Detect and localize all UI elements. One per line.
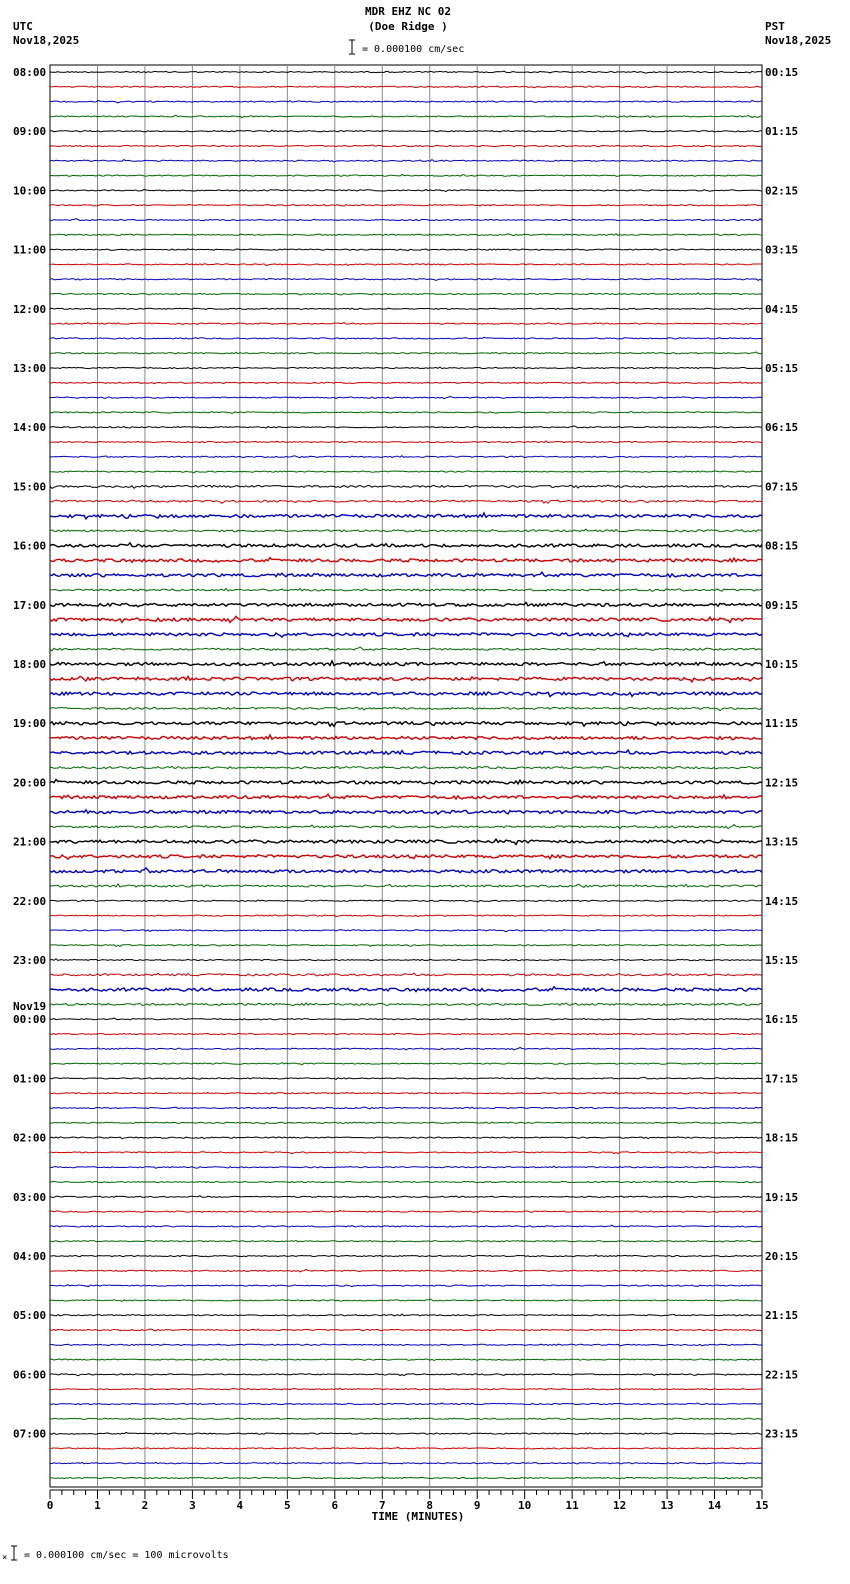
trace-line	[50, 1299, 762, 1301]
trace-line	[50, 1447, 762, 1449]
trace-line	[50, 500, 762, 503]
trace-line	[50, 1033, 762, 1035]
pst-time-label: 14:15	[765, 894, 799, 908]
footer-mark-icon: ×	[2, 1553, 8, 1563]
trace-line	[50, 323, 762, 325]
trace-line	[50, 572, 762, 577]
trace-line	[50, 543, 762, 547]
pst-time-label: 09:15	[765, 598, 799, 612]
trace-line	[50, 234, 762, 236]
trace-line	[50, 868, 762, 873]
pst-time-label: 06:15	[765, 421, 799, 435]
chart-footer	[2, 1546, 229, 1563]
pst-time-label: 20:15	[765, 1250, 799, 1263]
trace-line	[50, 1063, 762, 1065]
trace-line	[50, 1418, 762, 1420]
x-tick-label: 9	[473, 1499, 481, 1512]
utc-zone-label: UTC	[13, 20, 33, 33]
pst-time-label: 00:15	[765, 66, 799, 79]
x-tick-label: 13	[660, 1499, 674, 1512]
trace-line	[50, 825, 762, 829]
utc-time-label: 12:00	[13, 302, 47, 316]
x-tick-label: 2	[141, 1499, 149, 1512]
trace-line	[50, 692, 762, 697]
utc-time-label: 03:00	[13, 1190, 47, 1204]
trace-line	[50, 1432, 762, 1434]
trace-line	[50, 1018, 762, 1020]
trace-line	[50, 1344, 762, 1346]
trace-line	[50, 1077, 762, 1079]
pst-time-label: 12:15	[765, 776, 799, 790]
trace-line	[50, 471, 762, 473]
x-tick-label: 12	[612, 1499, 627, 1512]
pst-time-label: 01:15	[765, 125, 799, 139]
trace-line	[50, 647, 762, 651]
trace-line	[50, 707, 762, 711]
trace-line	[50, 219, 762, 221]
utc-time-label: 06:00	[13, 1368, 47, 1382]
trace-line	[50, 855, 762, 859]
trace-line	[50, 959, 762, 961]
trace-line	[50, 1107, 762, 1109]
trace-line	[50, 1225, 762, 1227]
trace-line	[50, 1477, 762, 1479]
trace-line	[50, 884, 762, 888]
trace-line	[50, 1122, 762, 1124]
pst-time-label: 10:15	[765, 658, 799, 671]
trace-line	[50, 441, 762, 443]
utc-date-label: Nov18,2025	[13, 34, 80, 47]
scale-label: = 0.000100 cm/sec	[362, 44, 465, 55]
x-tick-label: 3	[189, 1499, 196, 1512]
trace-line	[50, 839, 762, 844]
trace-line	[50, 945, 762, 947]
utc-time-label: 00:00	[13, 1013, 47, 1027]
utc-time-label: 05:00	[13, 1309, 47, 1323]
trace-line	[50, 485, 762, 488]
utc-time-label: 04:00	[13, 1250, 47, 1263]
pst-zone-label: PST	[765, 20, 785, 33]
pst-time-labels	[765, 66, 798, 1441]
trace-line	[50, 973, 762, 976]
footer-scale-note: = 0.000100 cm/sec = 100 microvolts	[24, 1550, 229, 1561]
plot-frame	[50, 65, 762, 1487]
trace-line	[50, 930, 762, 932]
pst-time-label: 07:15	[765, 480, 799, 494]
trace-line	[50, 1285, 762, 1287]
pst-time-label: 08:15	[765, 539, 799, 553]
utc-time-label: 15:00	[13, 480, 47, 494]
seismic-traces	[50, 71, 762, 1479]
trace-line	[50, 160, 762, 163]
trace-line	[50, 987, 762, 992]
trace-line	[50, 1152, 762, 1154]
trace-line	[50, 249, 762, 251]
trace-line	[50, 735, 762, 740]
x-tick-label: 0	[46, 1499, 54, 1512]
trace-line	[50, 1240, 762, 1242]
trace-line	[50, 810, 762, 814]
trace-line	[50, 676, 762, 682]
trace-line	[50, 513, 762, 519]
trace-line	[50, 308, 762, 309]
trace-line	[50, 426, 762, 428]
trace-line	[50, 411, 762, 413]
x-axis-label: TIME (MINUTES)	[371, 1510, 465, 1523]
trace-line	[50, 86, 762, 88]
x-tick-label: 10	[518, 1499, 532, 1512]
x-tick-label: 5	[284, 1499, 291, 1512]
utc-time-label: 01:00	[13, 1072, 47, 1086]
trace-line	[50, 616, 762, 622]
trace-line	[50, 1003, 762, 1006]
trace-line	[50, 750, 762, 754]
trace-line	[50, 1329, 762, 1331]
trace-line	[50, 396, 762, 398]
trace-line	[50, 1255, 762, 1257]
pst-time-label: 03:15	[765, 243, 799, 257]
trace-line	[50, 915, 762, 917]
trace-line	[50, 1403, 762, 1405]
trace-line	[50, 722, 762, 727]
trace-line	[50, 1166, 762, 1168]
chart-header	[13, 5, 831, 55]
pst-time-label: 13:15	[765, 835, 799, 849]
station-title: MDR EHZ NC 02	[364, 5, 452, 18]
x-tick-label: 1	[94, 1499, 101, 1512]
x-tick-label: 11	[565, 1499, 579, 1512]
x-tick-label: 8	[426, 1499, 434, 1512]
utc-time-label: 23:00	[13, 954, 47, 967]
pst-time-label: 18:15	[765, 1131, 799, 1145]
trace-line	[50, 367, 762, 369]
pst-time-label: 15:15	[765, 954, 799, 967]
utc-time-label: 10:00	[13, 184, 47, 198]
utc-time-labels	[13, 66, 46, 1441]
trace-line	[50, 1314, 762, 1316]
trace-line	[50, 633, 762, 637]
trace-line	[50, 174, 762, 176]
trace-line	[50, 293, 762, 295]
utc-time-label: 22:00	[13, 894, 47, 908]
trace-line	[50, 589, 762, 592]
utc-time-label: 18:00	[13, 658, 47, 671]
utc-time-label: 16:00	[13, 539, 47, 553]
x-tick-label: 15	[755, 1499, 769, 1512]
trace-line	[50, 1137, 762, 1139]
trace-line	[50, 661, 762, 666]
pst-time-label: 04:15	[765, 302, 799, 316]
pst-time-label: 05:15	[765, 362, 799, 375]
trace-line	[50, 1270, 762, 1272]
trace-line	[50, 1048, 762, 1050]
utc-date-change-label: Nov19	[13, 1000, 47, 1014]
trace-line	[50, 558, 762, 563]
trace-line	[50, 766, 762, 769]
utc-time-label: 21:00	[13, 835, 47, 849]
trace-line	[50, 1462, 762, 1464]
trace-line	[50, 1388, 762, 1390]
trace-line	[50, 1196, 762, 1198]
utc-time-label: 20:00	[13, 776, 47, 790]
trace-line	[50, 382, 762, 384]
trace-line	[50, 130, 762, 132]
trace-line	[50, 189, 762, 191]
trace-line	[50, 205, 762, 207]
x-tick-label: 7	[378, 1499, 386, 1512]
utc-time-label: 13:00	[13, 362, 47, 375]
x-tick-label: 6	[331, 1499, 339, 1512]
x-axis	[47, 1490, 769, 1512]
pst-time-label: 19:15	[765, 1190, 799, 1204]
utc-time-label: 14:00	[13, 421, 47, 435]
trace-line	[50, 780, 762, 784]
pst-time-label: 11:15	[765, 717, 799, 731]
trace-line	[50, 264, 762, 266]
site-name: (Doe Ridge )	[368, 20, 448, 33]
x-tick-label: 4	[236, 1499, 244, 1512]
trace-line	[50, 1092, 762, 1094]
trace-line	[50, 529, 762, 532]
trace-line	[50, 278, 762, 280]
pst-time-label: 17:15	[765, 1072, 799, 1086]
utc-time-label: 09:00	[13, 125, 47, 139]
utc-time-label: 07:00	[13, 1427, 47, 1441]
utc-time-label: 02:00	[13, 1131, 47, 1145]
trace-line	[50, 1210, 762, 1212]
trace-line	[50, 337, 762, 339]
pst-date-label: Nov18,2025	[765, 34, 832, 47]
trace-line	[50, 115, 762, 118]
trace-line	[50, 71, 762, 73]
utc-time-label: 11:00	[13, 243, 47, 257]
x-tick-label: 14	[707, 1499, 722, 1512]
pst-time-label: 21:15	[765, 1309, 799, 1323]
trace-line	[50, 602, 762, 607]
pst-time-label: 16:15	[765, 1013, 799, 1027]
trace-line	[50, 100, 762, 103]
trace-line	[50, 145, 762, 147]
utc-time-label: 17:00	[13, 598, 47, 612]
trace-line	[50, 1181, 762, 1183]
pst-time-label: 02:15	[765, 184, 799, 198]
pst-time-label: 22:15	[765, 1368, 799, 1382]
trace-line	[50, 794, 762, 799]
trace-line	[50, 456, 762, 458]
trace-line	[50, 1374, 762, 1376]
utc-time-label: 19:00	[13, 717, 47, 731]
utc-time-label: 08:00	[13, 66, 47, 79]
trace-line	[50, 1359, 762, 1361]
trace-line	[50, 352, 762, 354]
trace-line	[50, 900, 762, 902]
pst-time-label: 23:15	[765, 1427, 799, 1441]
